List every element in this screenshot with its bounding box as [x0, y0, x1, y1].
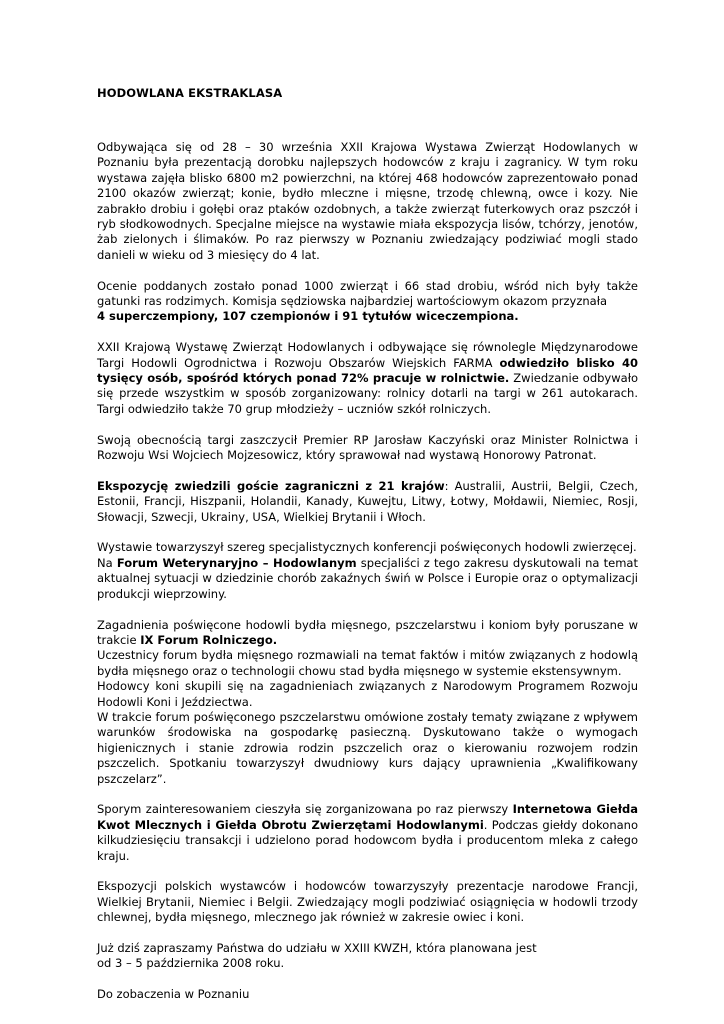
paragraph-closing: Do zobaczenia w Poznaniu: [97, 987, 250, 1002]
vet-forum-name: Forum Weterynaryjno – Hodowlanym: [116, 555, 357, 570]
awards-highlight: 4 superczempiony, 107 czempionów i 91 tytułów wiceczempiona.: [97, 309, 519, 324]
vet-forum-prefix: Na: [97, 555, 117, 570]
invitation-line-1: Już dziś zapraszamy Państwa do udziału w XXIII KWZH, która planowana jest: [97, 940, 537, 955]
conferences-intro: Wystawie towarzyszył szereg specjalistycznych konferencji poświęconych hodowli zwierzęcej.: [97, 540, 637, 555]
paragraph-visitors: [97, 340, 638, 417]
paragraph-patronage: Swoją obecnością targi zaszczycił Premier RP Jarosław Kaczyński oraz Minister Rolnictwa i Rozwoju Wsi Wojciech Mojzesowicz, który sprawował nad wystawą Honorowy Patronat.: [97, 432, 638, 463]
foreign-guests-countries: : Australii, Austrii, Belgii, Czech, Estonii, Francji, Hiszpanii, Holandii, Kanady, Kuwejtu, Litwy, Łotwy, Mołdawii, Niemiec, Rosji, Słowacji, Szwecji, Ukrainy, USA, Wielkiej Brytanii i Włoch.: [97, 478, 638, 524]
invitation-line-2: od 3 – 5 października 2008 roku.: [97, 956, 285, 971]
visitors-highlight: odwiedziło blisko 40 tysięcy osób, spośród których ponad 72% pracuje w rolnictwie.: [97, 355, 639, 386]
agri-forum-beef: Uczestnicy forum bydła mięsnego rozmawiali na temat faktów i mitów związanych z hodowlą bydła mięsnego oraz o technologii chowu stad bydła mięsnego w systemie ekstensywnym.: [97, 648, 638, 678]
paragraph-national-presentations: Ekspozycji polskich wystawców i hodowców towarzyszyły prezentacje narodowe Francji, Wielkiej Brytanii, Niemiec i Belgii. Zwiedzający mogli podziwiać osiągnięcia w hodowli trzody chlewnej, bydła mięsnego, mlecznego jak również w zakresie owiec i koni.: [97, 879, 638, 925]
paragraph-exhibition-intro: Odbywająca się od 28 – 30 września XXII Krajowa Wystawa Zwierząt Hodowlanych w Poznaniu była prezentacją dorobku najlepszych hodowców z kraju i zagranicy. W tym roku wystawa zajęła blisko 6800 m2 powierzchni, na której 468 hodowców zaprezentowało ponad 2100 okazów zwierząt; konie, bydło mleczne i mięsne, trzodę chlewną, owce i kozy. Nie zabrakło drobiu i gołębi oraz ptaków ozdobnych, a także zwierząt futerkowych oraz pszczół i ryb słodkowodnych. Specjalne miejsce na wystawie miała ekspozycja lisów, tchórzy, jenotów, żab zielonych i ślimaków. Po raz pierwszy w Poznaniu zwiedzający podziwiać mogli stado danieli w wieku od 3 miesięcy do 4 lat.: [97, 140, 638, 262]
paragraph-exchange: [97, 802, 638, 864]
exchange-name: Internetowa Giełda Kwot Mlecznych i Giełda Obrotu Zwierzętami Hodowlanymi: [97, 802, 638, 832]
document-body: [97, 140, 638, 1003]
exchange-text-2: . Podczas giełdy dokonano kilkudziesięciu transakcji i udzielono porad hodowcom bydła i producentom mleka z całego kraju.: [97, 817, 638, 863]
visitors-text-2: Zwiedzanie odbywało się przede wszystkim w sposób zorganizowany: rolnicy dotarli na targi w 261 autokarach. Targi odwiedziło także 70 grup młodzieży – uczniów szkół rolniczych.: [97, 371, 638, 416]
vet-forum-text: specjaliści z tego zakresu dyskutowali na temat aktualnej sytuacji w dziedzinie chorób zakaźnych świń w Polsce i Europie oraz o optymalizacji produkcji wieprzowiny.: [97, 555, 638, 601]
exchange-text-1: Sporym zainteresowaniem cieszyła się zorganizowana po raz pierwszy: [97, 802, 513, 817]
agri-forum-horses: Hodowcy koni skupili się na zagadnieniach związanych z Narodowym Programem Rozwoju Hodowli Koni i Jeździectwa.: [97, 679, 638, 709]
agri-forum-text: Zagadnienia poświęcone hodowli bydła mięsnego, pszczelarstwu i koniom były poruszane w trakcie: [97, 617, 638, 647]
agri-forum-bees: W trakcie forum poświęconego pszczelarstwu omówione zostały tematy związane z wpływem warunków środowiska na gospodarkę pasieczną. Dyskutowano także o wymogach higienicznych i stanie zdrowia rodzin pszczelich oraz o kierowaniu rozwojem rodzin pszczelich. Spotkaniu towarzyszył dwudniowy kurs dający uprawnienia „Kwalifikowany pszczelarz”.: [97, 709, 638, 786]
awards-text: Ocenie poddanych zostało ponad 1000 zwierząt i 66 stad drobiu, wśród nich były także gatunki ras rodzimych. Komisja sędziowska najbardziej wartościowym okazom przyznała: [97, 278, 638, 309]
paragraph-conferences: [97, 540, 638, 602]
document-title: HODOWLANA EKSTRAKLASA: [97, 86, 283, 100]
visitors-text-1: XXII Krajową Wystawę Zwierząt Hodowlanych i odbywające się równolegle Międzynarodowe Targi Hodowli Ogrodnictwa i Rozwoju Obszarów Wiejskich FARMA: [97, 340, 638, 370]
paragraph-agri-forum: [97, 618, 638, 787]
paragraph-awards: [97, 279, 638, 325]
paragraph-foreign-guests: [97, 479, 638, 525]
agri-forum-name: IX Forum Rolniczego.: [140, 632, 278, 647]
paragraph-invitation: [97, 941, 638, 972]
foreign-guests-highlight: Ekspozycję zwiedzili goście zagraniczni z 21 krajów: [97, 478, 445, 493]
